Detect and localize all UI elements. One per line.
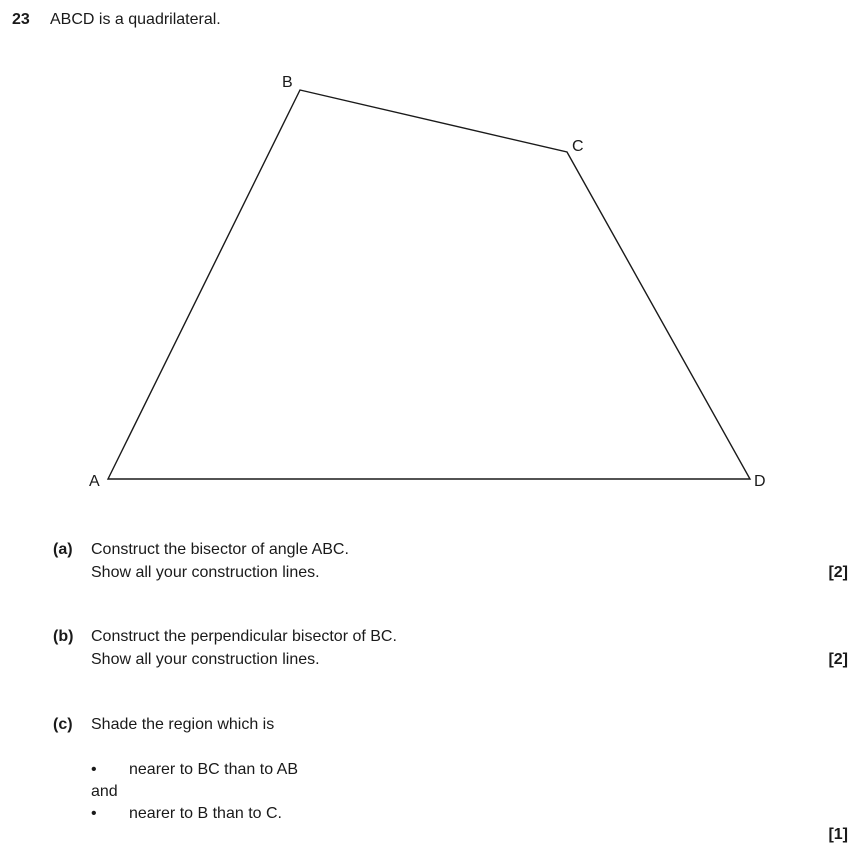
part-a-line2: Show all your construction lines. (91, 564, 320, 581)
part-c-and: and (91, 783, 118, 800)
vertex-label-a: A (89, 473, 100, 490)
question-stem: ABCD is a quadrilateral. (50, 11, 221, 28)
part-c-line1: Shade the region which is (91, 716, 275, 733)
part-b-marks: [2] (828, 651, 848, 668)
bullet-1: • (91, 761, 97, 778)
part-a-line1: Construct the bisector of angle ABC. (91, 541, 349, 558)
part-a-marks: [2] (828, 564, 848, 581)
vertex-label-b: B (282, 74, 293, 91)
vertex-label-c: C (572, 138, 584, 155)
part-c-marks: [1] (828, 826, 848, 843)
bullet-2: • (91, 805, 97, 822)
part-b-label: (b) (53, 628, 74, 645)
question-number: 23 (12, 11, 30, 28)
part-b-line2: Show all your construction lines. (91, 651, 320, 668)
part-c-label: (c) (53, 716, 73, 733)
quadrilateral-abcd (108, 90, 750, 479)
part-c-condition2: nearer to B than to C. (129, 805, 282, 822)
part-a-label: (a) (53, 541, 73, 558)
part-c-condition1: nearer to BC than to AB (129, 761, 298, 778)
vertex-label-d: D (754, 473, 766, 490)
part-b-line1: Construct the perpendicular bisector of BC. (91, 628, 397, 645)
